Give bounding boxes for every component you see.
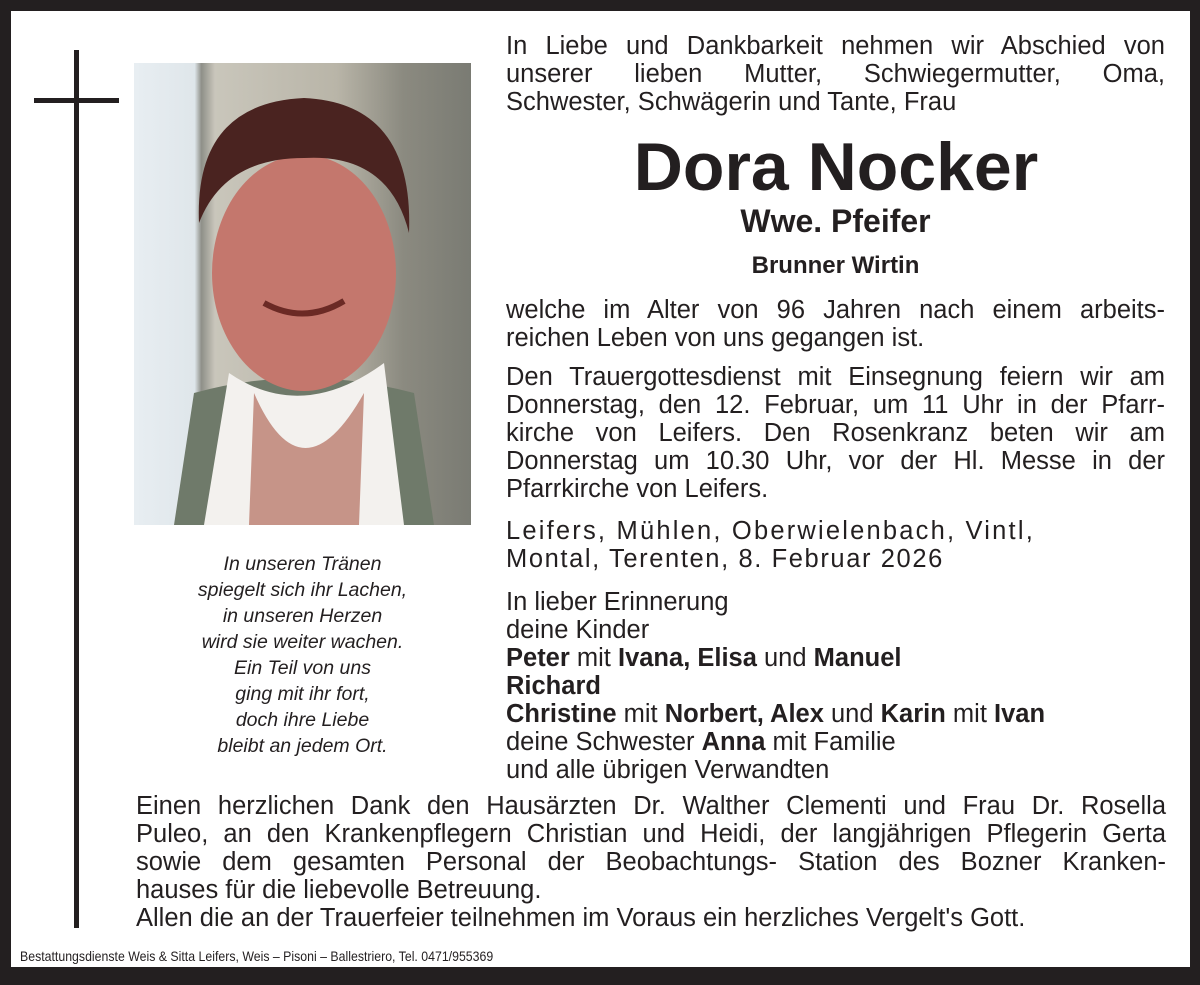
service-line: Donnerstag um 10.30 Uhr, vor der Hl. Messe in der <box>506 447 1165 475</box>
thanks-line: hauses für die liebevolle Betreuung. <box>136 876 542 904</box>
family-line: In lieber Erinnerung <box>506 588 729 616</box>
partner-name: Ivan <box>994 700 1046 728</box>
poem-line: spiegelt sich ihr Lachen, <box>197 579 408 601</box>
thanks-line: sowie dem gesamten Personal der Beobachtungs- Station des Bozner Kranken- <box>136 848 1166 876</box>
poem-line: wird sie weiter wachen. <box>201 631 404 653</box>
grandchild-name: Manuel <box>813 644 902 672</box>
poem-line: ging mit ihr fort, <box>235 683 370 705</box>
connector: mit Familie <box>772 728 896 756</box>
cross-icon-bar <box>34 98 119 103</box>
intro-line: In Liebe und Dankbarkeit nehmen wir Abschied von <box>506 32 1165 60</box>
places-line: Montal, Terenten, 8. Februar 2026 <box>506 545 944 573</box>
connector: und <box>764 644 807 672</box>
poem-line: Ein Teil von uns <box>234 657 371 679</box>
family-line <box>506 700 1165 728</box>
child-name: Peter <box>506 644 570 672</box>
sister-name: Anna <box>701 728 766 756</box>
intro-line: unserer lieben Mutter, Schwiegermutter, Oma, <box>506 60 1165 88</box>
thanks-line: Allen die an der Trauerfeier teilnehmen im Voraus ein herzliches Vergelt's Gott. <box>136 904 1026 932</box>
deceased-name: Dora Nocker <box>633 129 1039 205</box>
thanks-line: Puleo, an den Krankenpflegern Christian und Heidi, der langjährigen Pflegerin Gerta <box>136 820 1166 848</box>
maiden-name: Wwe. Pfeifer <box>740 203 931 239</box>
child-name: Richard <box>506 672 601 700</box>
title: Brunner Wirtin <box>751 252 920 279</box>
cross-icon <box>74 50 79 928</box>
service-line: Donnerstag, den 12. Februar, um 11 Uhr in der Pfarr- <box>506 391 1165 419</box>
obituary-card <box>11 11 1190 967</box>
portrait-photo <box>134 63 471 525</box>
poem-line: In unseren Tränen <box>223 553 382 575</box>
poem-line: in unseren Herzen <box>222 605 383 627</box>
funeral-home-footer: Bestattungsdienste Weis & Sitta Leifers, Weis – Pisoni – Ballestriero, Tel. 0471/955369 <box>20 948 494 964</box>
child-name: Christine <box>506 700 617 728</box>
family-line <box>506 672 1165 700</box>
poem-line: doch ihre Liebe <box>235 709 370 731</box>
connector: und <box>831 700 874 728</box>
places-line: Leifers, Mühlen, Oberwielenbach, Vintl, <box>506 517 1035 545</box>
connector: mit <box>952 700 987 728</box>
family-line <box>506 728 1165 756</box>
intro-line: Schwester, Schwägerin und Tante, Frau <box>506 88 957 116</box>
age-line: welche im Alter von 96 Jahren nach einem arbeits- <box>506 296 1165 324</box>
grandchild-name: Karin <box>880 700 946 728</box>
age-line: reichen Leben von uns gegangen ist. <box>506 324 925 352</box>
family-line <box>506 644 1165 672</box>
grandchild-names: Ivana, Elisa <box>617 644 757 672</box>
service-line: Pfarrkirche von Leifers. <box>506 475 769 503</box>
grandchild-names: Norbert, Alex <box>664 700 824 728</box>
service-line: Den Trauergottesdienst mit Einsegnung feiern wir am <box>506 363 1165 391</box>
family-line: und alle übrigen Verwandten <box>506 756 830 784</box>
family-line: deine Kinder <box>506 616 650 644</box>
service-line: kirche von Leifers. Den Rosenkranz beten wir am <box>506 419 1165 447</box>
connector: mit <box>576 644 611 672</box>
thanks-line: Einen herzlichen Dank den Hausärzten Dr. Walther Clementi und Frau Dr. Rosella <box>136 792 1166 820</box>
connector: deine Schwester <box>506 728 695 756</box>
connector: mit <box>623 700 658 728</box>
poem-line: bleibt an jedem Ort. <box>217 735 388 757</box>
